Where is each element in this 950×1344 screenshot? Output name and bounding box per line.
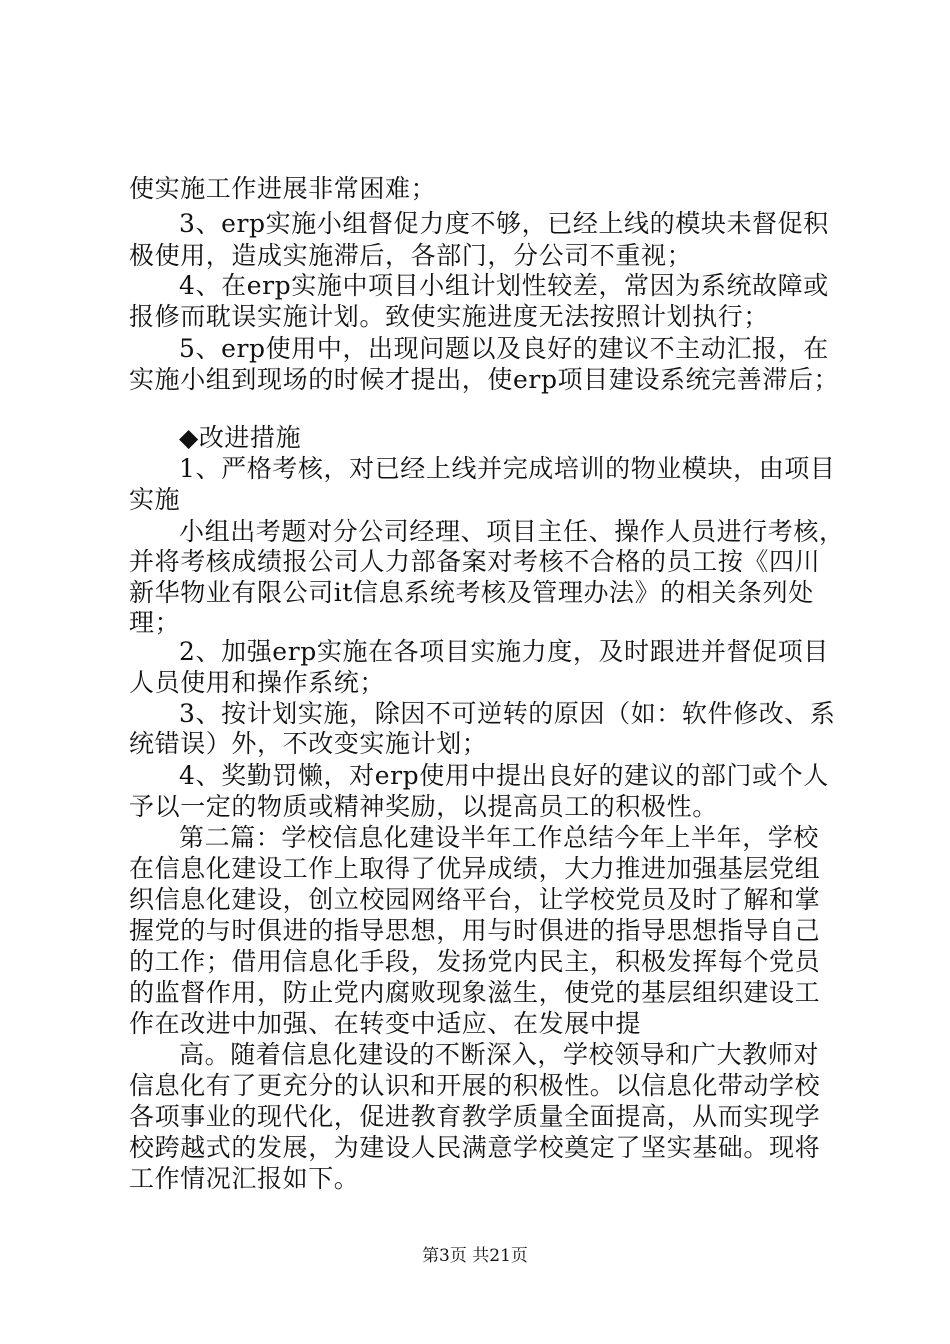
text-line: 人员使用和操作系统； (129, 668, 386, 697)
text-line: 新华物业有限公司it信息系统考核及管理办法》的相关条列处 (129, 578, 814, 607)
text-line: 握党的与时俱进的指导思想，用与时俱进的指导思想指导自己 (129, 916, 821, 945)
text-line: 2、加强erp实施在各项目实施力度，及时跟进并督促项目 (179, 637, 829, 666)
text-line: 在信息化建设工作上取得了优异成绩，大力推进加强基层党组 (129, 854, 821, 883)
text-line: 的监督作用，防止党内腐败现象滋生，使党的基层组织建设工 (129, 978, 821, 1007)
text-line: 理； (129, 608, 181, 637)
page-number-footer: 第3页 共21页 (422, 1246, 528, 1266)
text-line: 的工作；借用信息化手段，发扬党内民主，积极发挥每个党员 (129, 947, 821, 976)
text-line: 第二篇：学校信息化建设半年工作总结今年上半年，学校 (179, 823, 820, 852)
text-line: 高。随着信息化建设的不断深入，学校领导和广大教师对 (179, 1040, 820, 1069)
text-line: 织信息化建设，创立校园网络平台，让学校党员及时了解和掌 (129, 885, 821, 914)
text-line: 予以一定的物质或精神奖励，以提高员工的积极性。 (129, 792, 718, 821)
text-line: 并将考核成绩报公司人力部备案对考核不合格的员工按《四川 (129, 547, 821, 576)
text-line: 信息化有了更充分的认识和开展的积极性。以信息化带动学校 (129, 1071, 821, 1100)
text-line: 实施小组到现场的时候才提出，使erp项目建设系统完善滞后； (129, 365, 840, 394)
text-line: 极使用，造成实施滞后，各部门，分公司不重视； (129, 241, 693, 270)
text-line: 4、在erp实施中项目小组计划性较差，常因为系统故障或 (179, 271, 829, 300)
text-line: 3、按计划实施，除因不可逆转的原因（如：软件修改、系 (179, 699, 836, 728)
text-line: 实施 (129, 485, 181, 514)
text-line: 5、erp使用中，出现问题以及良好的建议不主动汇报，在 (179, 334, 829, 363)
text-line: 报修而耽误实施计划。致使实施进度无法按照计划执行； (129, 302, 770, 331)
text-line: 1、严格考核，对已经上线并完成培训的物业模块，由项目 (179, 454, 836, 483)
text-line: 各项事业的现代化，促进教育教学质量全面提高，从而实现学 (129, 1102, 821, 1131)
text-line: 3、erp实施小组督促力度不够，已经上线的模块未督促积 (179, 209, 829, 238)
text-line: 小组出考题对分公司经理、项目主任、操作人员进行考核， (179, 517, 845, 546)
section-heading: ◆改进措施 (179, 423, 302, 452)
text-line: 作在改进中加强、在转变中适应、在发展中提 (129, 1009, 642, 1038)
text-line: 4、奖勤罚懒，对erp使用中提出良好的建议的部门或个人 (179, 761, 829, 790)
text-line: 统错误）外，不改变实施计划； (129, 729, 488, 758)
text-line: 校跨越式的发展，为建设人民满意学校奠定了坚实基础。现将 (129, 1133, 821, 1162)
text-line: 工作情况汇报如下。 (129, 1164, 360, 1193)
text-line: 使实施工作进展非常困难； (129, 174, 437, 203)
